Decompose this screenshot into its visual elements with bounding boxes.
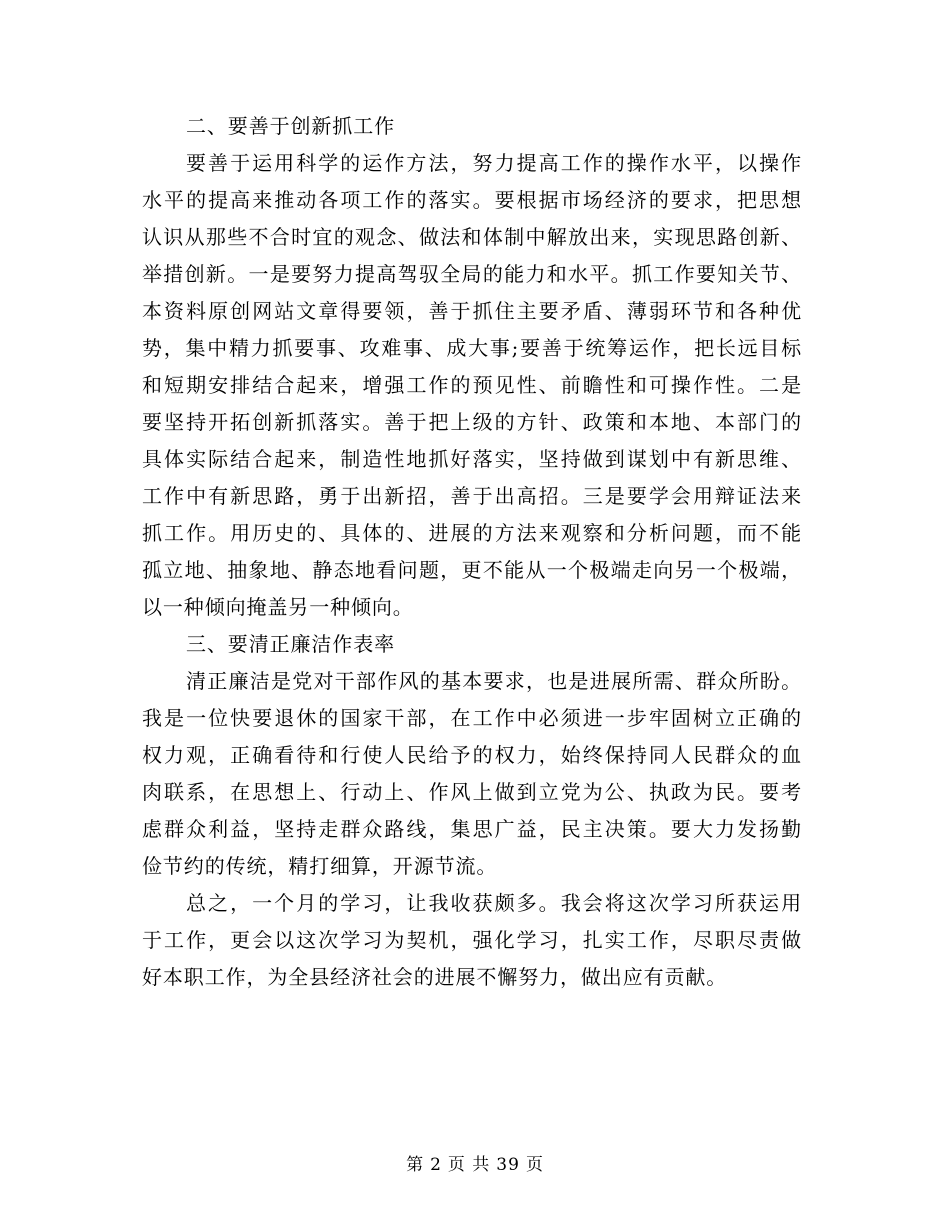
- current-page-number: 2: [430, 1155, 442, 1175]
- text-line: 孤立地、抽象地、静态地看问题，更不能从一个极端走向另一个极端，: [142, 558, 802, 582]
- text-line: 于工作，更会以这次学习为契机，强化学习，扎实工作，尽职尽责做: [142, 928, 802, 952]
- text-line: 和短期安排结合起来，增强工作的预见性、前瞻性和可操作性。二是: [142, 373, 802, 397]
- text-line: 势，集中精力抓要事、攻难事、成大事;要善于统筹运作，把长远目标: [142, 336, 802, 360]
- text-line: 要善于运用科学的运作方法，努力提高工作的操作水平，以操作: [186, 151, 802, 175]
- text-line: 肉联系，在思想上、行动上、作风上做到立党为公、执政为民。要考: [142, 780, 802, 804]
- footer-middle: 页 共: [447, 1155, 491, 1175]
- paragraph-conclusion: [142, 885, 802, 996]
- footer-prefix: 第: [406, 1155, 425, 1175]
- text-line: 抓工作。用历史的、具体的、进展的方法来观察和分析问题，而不能: [142, 521, 802, 545]
- text-line: 要坚持开拓创新抓落实。善于把上级的方针、政策和本地、本部门的: [142, 410, 802, 434]
- text-line: 具体实际结合起来，制造性地抓好落实，坚持做到谋划中有新思维、: [142, 447, 802, 471]
- page-number-footer: [0, 1153, 950, 1177]
- text-line: 认识从那些不合时宜的观念、做法和体制中解放出来，实现思路创新、: [142, 225, 802, 249]
- text-line: 举措创新。一是要努力提高驾驭全局的能力和水平。抓工作要知关节、: [142, 262, 802, 286]
- paragraph-innovation: [142, 145, 802, 626]
- text-line: 虑群众利益，坚持走群众路线，集思广益，民主决策。要大力发扬勤: [142, 817, 802, 841]
- text-line: 好本职工作，为全县经济社会的进展不懈努力，做出应有贡献。: [142, 965, 728, 989]
- text-line: 俭节约的传统，精打细算，开源节流。: [142, 854, 498, 878]
- paragraph-integrity: [142, 663, 802, 885]
- text-line: 以一种倾向掩盖另一种倾向。: [142, 595, 414, 619]
- text-line: 清正廉洁是党对干部作风的基本要求，也是进展所需、群众所盼。: [186, 669, 802, 693]
- text-line: 水平的提高来推动各项工作的落实。要根据市场经济的要求，把思想: [142, 188, 802, 212]
- document-body: [142, 108, 802, 996]
- section-heading: 三、要清正廉洁作表率: [186, 632, 395, 656]
- total-page-count: 39: [496, 1155, 520, 1175]
- section-heading: 二、要善于创新抓工作: [186, 114, 395, 138]
- text-line: 工作中有新思路，勇于出新招，善于出高招。三是要学会用辩证法来: [142, 484, 802, 508]
- text-line: 权力观，正确看待和行使人民给予的权力，始终保持同人民群众的血: [142, 743, 802, 767]
- text-line: 总之，一个月的学习，让我收获颇多。我会将这次学习所获运用: [186, 891, 802, 915]
- footer-suffix: 页: [525, 1155, 544, 1175]
- text-line: 本资料原创网站文章得要领，善于抓住主要矛盾、薄弱环节和各种优: [142, 299, 802, 323]
- text-line: 我是一位快要退休的国家干部，在工作中必须进一步牢固树立正确的: [142, 706, 802, 730]
